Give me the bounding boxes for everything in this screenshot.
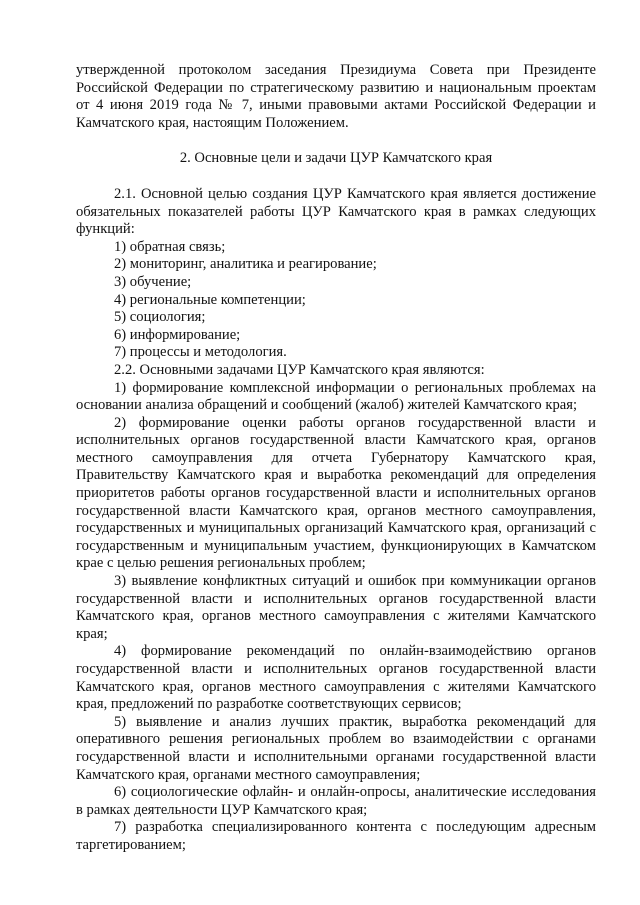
task-item: 6) социологические офлайн- и онлайн-опросы, аналитические исследования в рамках деятельности ЦУР Камчатского края; bbox=[76, 784, 596, 818]
task-item: 5) выявление и анализ лучших практик, выработка рекомендаций для оперативного решения региональных проблем во взаимодействии с органами государственной власти и исполнительными органами государственной власти Камчатского края, органами местного самоуправления; bbox=[76, 713, 596, 783]
function-item: 6) информирование; bbox=[114, 326, 241, 343]
function-item: 1) обратная связь; bbox=[114, 238, 226, 255]
task-item: 1) формирование комплексной информации о региональных проблемах на основании анализа обращений и сообщений (жалоб) жителей Камчатского края; bbox=[76, 379, 596, 414]
section-heading: 2. Основные цели и задачи ЦУР Камчатского края bbox=[179, 150, 493, 167]
spacer bbox=[76, 168, 596, 186]
task-item: 4) формирование рекомендаций по онлайн-взаимодействию органов государственной власти и исполнительных органов государственной власти Камчатского края, органов местного самоуправления с жителями Камчатского края, предложений по разработке соответствующих сервисов; bbox=[76, 643, 596, 713]
function-item: 7) процессы и методология. bbox=[114, 344, 287, 361]
paragraph-2-1: 2.1. Основной целью создания ЦУР Камчатского края является достижение обязательных показателей работы ЦУР Камчатского края в рамках следующих функций: bbox=[76, 185, 596, 238]
spacer bbox=[76, 132, 596, 150]
paragraph-2-2: 2.2. Основными задачами ЦУР Камчатского края являются: bbox=[114, 361, 485, 378]
function-item: 5) социология; bbox=[114, 309, 206, 326]
document-page bbox=[76, 62, 596, 855]
function-item: 2) мониторинг, аналитика и реагирование; bbox=[114, 256, 377, 273]
task-item: 3) выявление конфликтных ситуаций и ошибок при коммуникации органов государственной власти и исполнительных органов государственной власти Камчатского края, органов местного самоуправления с жителями Камчатского края; bbox=[76, 573, 596, 642]
task-item: 7) разработка специализированного контента с последующим адресным таргетированием; bbox=[76, 819, 596, 853]
task-item: 2) формирование оценки работы органов государственной власти и исполнительных органов государственной власти Камчатского края, органов местного самоуправления для отчета Губернатору Камчатского края, Правительству Камчатского края и выработка рекомендаций для определения приоритетов работы органов государственной власти и исполнительных органов государственной власти Камчатского края, органов местного самоуправления, государственных и муниципальных организаций Камчатского края, организаций с государственным и муниципальным участием, функционирующих в Камчатском крае с целью решения региональных проблем; bbox=[76, 414, 596, 572]
function-item: 3) обучение; bbox=[114, 273, 192, 290]
function-item: 4) региональные компетенции; bbox=[114, 291, 306, 308]
intro-paragraph: утвержденной протоколом заседания Президиума Совета при Президенте Российской Федерации по стратегическому развитию и национальным проектам от 4 июня 2019 года № 7, иными правовыми актами Российской Федерации и Камчатского края, настоящим Положением. bbox=[76, 62, 596, 131]
